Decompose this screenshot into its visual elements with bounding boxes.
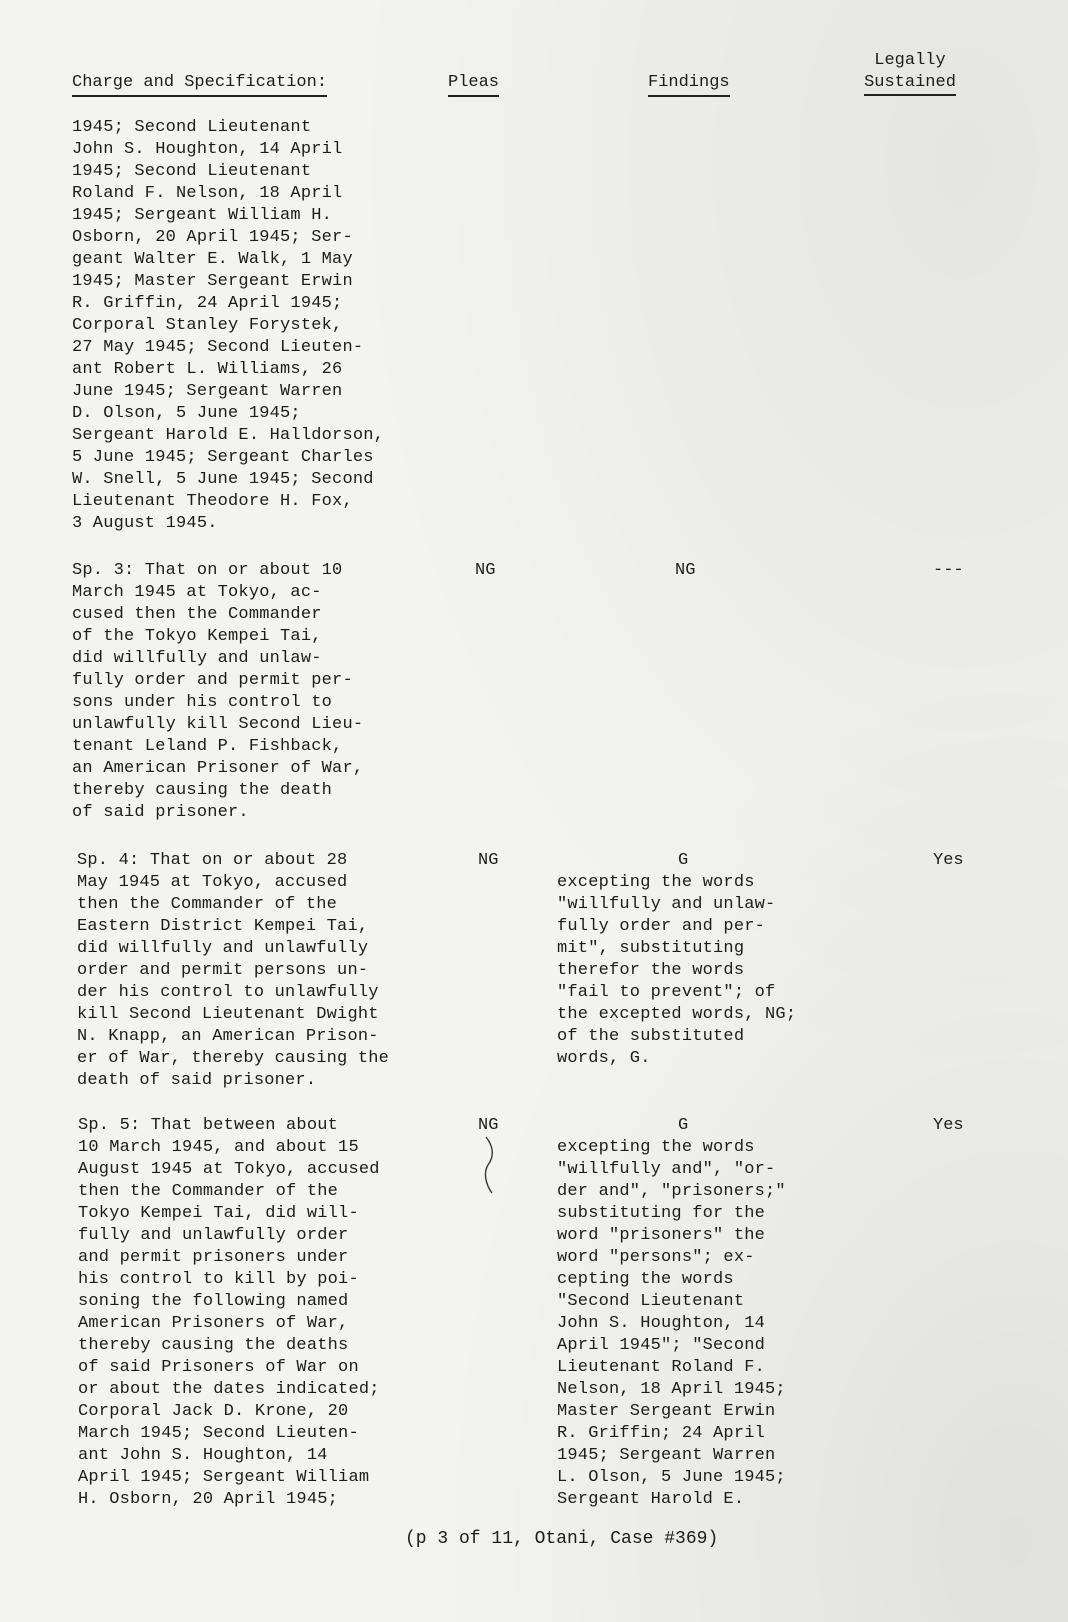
spec5-plea-bracket (480, 1135, 500, 1195)
header-legally-line2: Sustained (864, 72, 956, 96)
page-footer: (p 3 of 11, Otani, Case #369) (405, 1529, 719, 1549)
header-pleas: Pleas (448, 72, 499, 97)
spec3-sustained: --- (933, 561, 964, 580)
header-findings: Findings (648, 72, 730, 97)
spec4-finding-detail: excepting the words "willfully and unlaw- fully order and per- mit", substituting therefor the words "fail to prevent"; of the excepted words, NG; of the substituted words, G. (557, 873, 797, 1068)
spec5-sustained: Yes (933, 1116, 964, 1135)
header-legally-sustained (855, 50, 965, 96)
header-charge-specification: Charge and Specification: (72, 72, 327, 97)
spec5-text: Sp. 5: That between about 10 March 1945, and about 15 August 1945 at Tokyo, accused then the Commander of the Tokyo Kempei Tai, did will- fully and unlawfully order and permit prisoners under his control to kill by poi- soning the following named American Prisoners of War, thereby causing the deaths of said Prisoners of War on or about the dates indicated; Corporal Jack D. Krone, 20 March 1945; Second Lieuten- ant John S. Houghton, 14 April 1945; Sergeant William H. Osborn, 20 April 1945; (78, 1116, 380, 1509)
spec3-plea: NG (475, 561, 496, 580)
spec4-sustained: Yes (933, 851, 964, 870)
spec5-finding: G (678, 1116, 689, 1135)
spec5-finding-detail: excepting the words "willfully and", "or- der and", "prisoners;" substituting for the word "prisoners" the word "persons"; ex- cepting the words "Second Lieutenant John S. Houghton, 14 April 1945"; "Second Lieutenant Roland F. Nelson, 18 April 1945; Master Sergeant Erwin R. Griffin; 24 April 1945; Sergeant Warren L. Olson, 5 June 1945; Sergeant Harold E. (557, 1138, 786, 1509)
header-legally-line1: Legally (874, 51, 946, 70)
spec5-plea: NG (478, 1116, 499, 1135)
spec3-finding: NG (675, 561, 696, 580)
continuation-text: 1945; Second Lieutenant John S. Houghton, 14 April 1945; Second Lieutenant Roland F. Nelson, 18 April 1945; Sergeant William H. Osborn, 20 April 1945; Ser- geant Walter E. Walk, 1 May 1945; Master Sergeant Erwin R. Griffin, 24 April 1945; Corporal Stanley Forystek, 27 May 1945; Second Lieuten- ant Robert L. Williams, 26 June 1945; Sergeant Warren D. Olson, 5 June 1945; Sergeant Harold E. Halldorson, 5 June 1945; Sergeant Charles W. Snell, 5 June 1945; Second Lieutenant Theodore H. Fox, 3 August 1945. (72, 118, 385, 533)
spec3-text: Sp. 3: That on or about 10 March 1945 at Tokyo, ac- cused then the Commander of the Tokyo Kempei Tai, did willfully and unlaw- fully order and permit per- sons under his control to unlawfully kill Second Lieu- tenant Leland P. Fishback, an American Prisoner of War, thereby causing the death of said prisoner. (72, 561, 364, 822)
spec4-text: Sp. 4: That on or about 28 May 1945 at Tokyo, accused then the Commander of the Eastern District Kempei Tai, did willfully and unlawfully order and permit persons un- der his control to unlawfully kill Second Lieutenant Dwight N. Knapp, an American Prison- er of War, thereby causing the death of said prisoner. (77, 851, 390, 1090)
spec4-finding: G (678, 851, 689, 870)
spec4-plea: NG (478, 851, 499, 870)
